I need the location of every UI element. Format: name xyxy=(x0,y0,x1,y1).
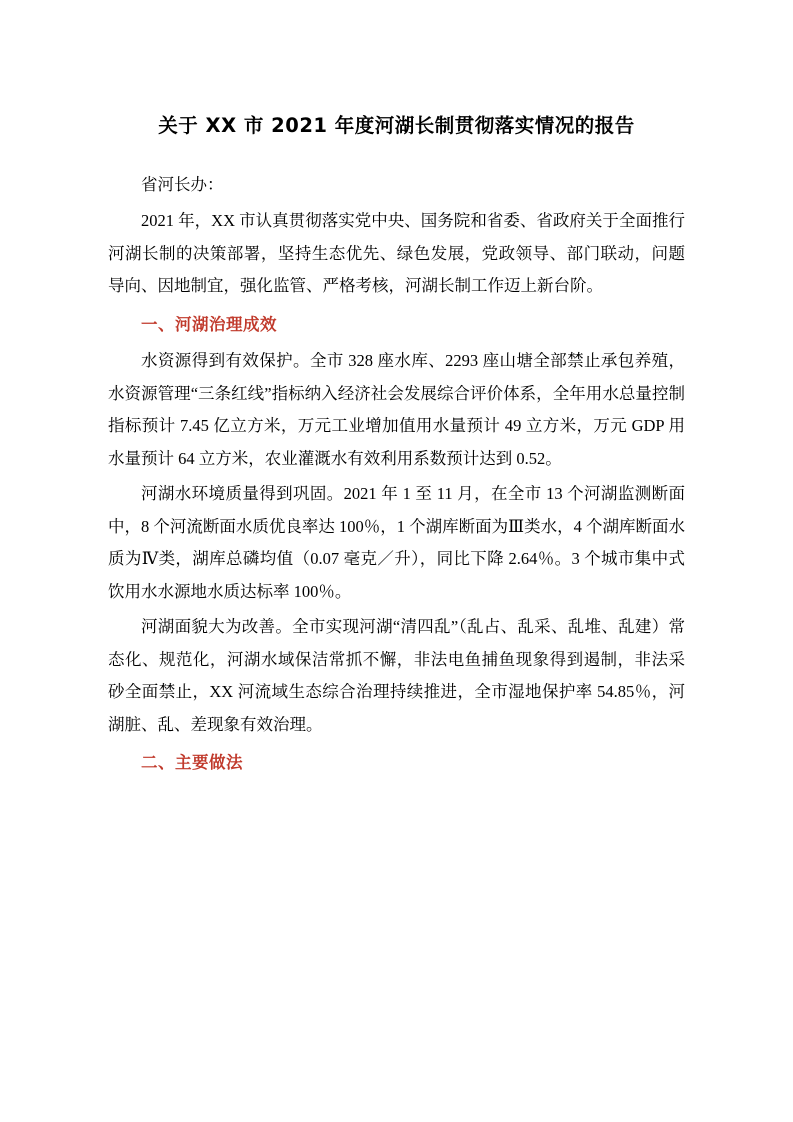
appearance-paragraph: 河湖面貌大为改善。全市实现河湖“清四乱”（乱占、乱采、乱堆、乱建）常态化、规范化，河湖水域保洁常抓不懈，非法电鱼捕鱼现象得到遏制，非法采砂全面禁止，XX 河流域生态综合治理持续推进，全市湿地保护率 54.85％，河湖脏、乱、差现象有效治理。 xyxy=(108,617,685,734)
water-quality-paragraph: 河湖水环境质量得到巩固。2021 年 1 至 11 月，在全市 13 个河湖监测断面中，8 个河流断面水质优良率达 100％，1 个湖库断面为Ⅲ类水，4 个湖库断面水质为Ⅳ类，湖库总磷均值（0.07 毫克／升），同比下降 2.64％。3 个城市集中式饮用水水源地水质达标率 100％。 xyxy=(108,484,685,601)
intro-paragraph: 2021 年，XX 市认真贯彻落实党中央、国务院和省委、省政府关于全面推行河湖长制的决策部署，坚持生态优先、绿色发展，党政领导、部门联动，问题导向、因地制宜，强化监管、严格考核，河湖长制工作迈上新台阶。 xyxy=(108,211,685,296)
page-title: 关于 XX 市 2021 年度河湖长制贯彻落实情况的报告 xyxy=(158,114,635,137)
document-body xyxy=(108,205,685,780)
section-heading-one: 一、河湖治理成效 xyxy=(141,314,277,334)
water-resource-paragraph: 水资源得到有效保护。全市 328 座水库、2293 座山塘全部禁止承包养殖，水资源管理“三条红线”指标纳入经济社会发展综合评价体系，全年用水总量控制指标预计 7.45 亿立方米，万元工业增加值用水量预计 49 立方米，万元 GDP 用水量预计 64 立方米，农业灌溉水有效利用系数预计达到 0.52。 xyxy=(108,351,685,468)
salutation: 省河长办： xyxy=(141,175,224,195)
section-heading-two: 二、主要做法 xyxy=(141,753,243,773)
